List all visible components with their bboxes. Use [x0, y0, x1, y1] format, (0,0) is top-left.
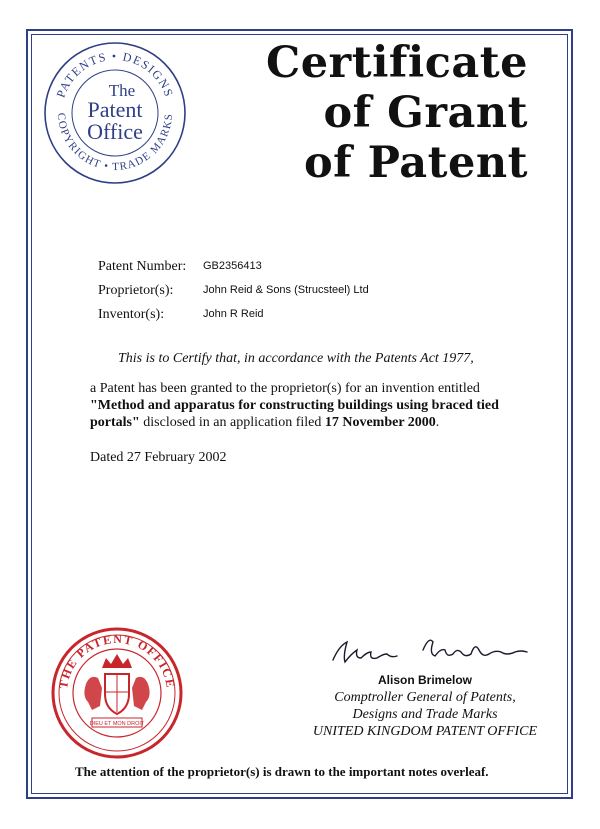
- signatory-role-3: UNITED KINGDOM PATENT OFFICE: [312, 724, 538, 739]
- signatory-role-1: Comptroller General of Patents,: [334, 690, 516, 705]
- title-line-3: of Patent: [303, 138, 528, 188]
- logo-ring-bottom-text: COPYRIGHT • TRADE MARKS: [54, 112, 176, 174]
- patent-office-logo: [42, 40, 188, 186]
- crown-icon: [102, 654, 132, 668]
- signatory-block: [300, 672, 550, 740]
- grant-intro: a Patent has been granted to the proprietor(s) for an invention entitled: [90, 381, 480, 396]
- dated-line: Dated 27 February 2002: [90, 450, 227, 465]
- grant-middle: disclosed in an application filed: [139, 415, 325, 430]
- unicorn-supporter-icon: [132, 677, 150, 710]
- patent-office-seal: [50, 626, 184, 760]
- seal-ring-text: THE PATENT OFFICE: [56, 631, 178, 690]
- title-line-2: of Grant: [323, 88, 528, 138]
- title-line-1: Certificate: [265, 38, 528, 88]
- handwritten-signature: [325, 628, 535, 674]
- inventors-value: John R Reid: [203, 308, 264, 320]
- certificate-title: [208, 38, 528, 188]
- logo-ring-top-text: PATENTS • DESIGNS: [53, 48, 177, 100]
- footer-notice: The attention of the proprietor(s) is drawn to the important notes overleaf.: [75, 764, 489, 779]
- patent-number-label: Patent Number:: [98, 259, 187, 274]
- grant-end: .: [435, 415, 440, 430]
- logo-word-office: Office: [87, 119, 143, 144]
- lion-supporter-icon: [84, 677, 102, 710]
- invention-title: "Method and apparatus for constructing buildings using braced tied portals": [90, 398, 499, 430]
- patent-number-value: GB2356413: [203, 260, 262, 272]
- signatory-role-2: Designs and Trade Marks: [352, 707, 498, 722]
- signatory-name: Alison Brimelow: [377, 673, 472, 687]
- proprietors-value: John Reid & Sons (Strucsteel) Ltd: [203, 284, 369, 296]
- logo-word-patent: Patent: [87, 97, 143, 122]
- grant-paragraph: [90, 380, 530, 431]
- proprietors-label: Proprietor(s):: [98, 283, 174, 298]
- filed-date: 17 November 2000: [324, 415, 436, 430]
- logo-word-the: The: [108, 81, 136, 100]
- certify-statement: This is to Certify that, in accordance with the Patents Act 1977,: [118, 351, 474, 366]
- seal-motto: DIEU ET MON DROIT: [89, 721, 145, 727]
- inventors-label: Inventor(s):: [98, 307, 165, 322]
